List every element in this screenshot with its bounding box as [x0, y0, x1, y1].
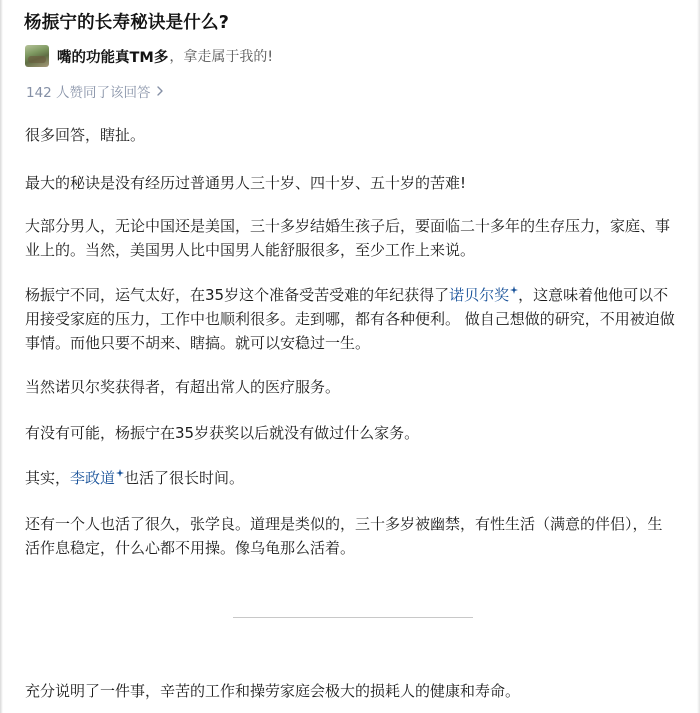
- section-divider: [233, 617, 473, 618]
- nobel-prize-link[interactable]: 诺贝尔奖: [449, 286, 510, 304]
- answer-paragraph-3: 大部分男人，无论中国还是美国，三十多岁结婚生孩子后，要面临二十多年的生存压力，家庭、事业上的。当然，美国男人比中国男人能舒服很多，至少工作上来说。: [25, 217, 671, 259]
- question-title[interactable]: 杨振宁的长寿秘诀是什么?: [24, 13, 230, 33]
- answer-paragraph-7-text-b: 也活了很长时间。: [124, 469, 245, 487]
- answer-paragraph-8: 还有一个人也活了很久，张学良。道理是类似的，三十多岁被幽禁，有性生活（满意的伴侣），生活作息稳定，什么心都不用操。像乌龟那么活着。: [25, 515, 663, 557]
- author-avatar[interactable]: [25, 45, 49, 67]
- sparkle-icon: [510, 286, 518, 294]
- answer-paragraph-9: 充分说明了一件事，辛苦的工作和操劳家庭会极大的损耗人的健康和寿命。: [25, 682, 521, 700]
- answer-paragraph-4-text-a: 杨振宁不同，运气太好，在35岁这个准备受苦受难的年纪获得了: [25, 286, 450, 304]
- author-name[interactable]: 嘴的功能真TM多: [57, 49, 169, 66]
- author-bio: ，拿走属于我的!: [169, 49, 273, 65]
- li-zhengdao-link[interactable]: 李政道: [70, 469, 116, 487]
- answer-paragraph-4-text-b: ，这意味着他他可以不用接受家庭的压力，工作中也顺利很多。走到哪，都有各种便利。 做自己想做的研究，不用被迫做事情。而他只要不胡来、瞎搞。就可以安稳过一生。: [25, 286, 675, 352]
- answer-paragraph-5: 当然诺贝尔奖获得者，有超出常人的医疗服务。: [25, 378, 341, 396]
- answer-paragraph-4: [25, 283, 677, 355]
- answer-paragraph-7: [25, 466, 677, 490]
- window-edge-left: [0, 0, 3, 713]
- answer-paragraph-7-text-a: 其实，: [25, 469, 71, 487]
- sparkle-icon: [116, 469, 124, 477]
- chevron-right-icon: [155, 85, 165, 97]
- answer-paragraph-2: 最大的秘诀是没有经历过普通男人三十岁、四十岁、五十岁的苦难!: [25, 174, 467, 192]
- answer-paragraph-6: 有没有可能，杨振宁在35岁获奖以后就没有做过什么家务。: [25, 424, 420, 442]
- vote-count-link[interactable]: [26, 81, 165, 101]
- vote-count-text: 142 人赞同了该回答: [26, 85, 151, 101]
- author-info: [25, 44, 273, 68]
- answer-paragraph-1: 很多回答，瞎扯。: [25, 126, 146, 144]
